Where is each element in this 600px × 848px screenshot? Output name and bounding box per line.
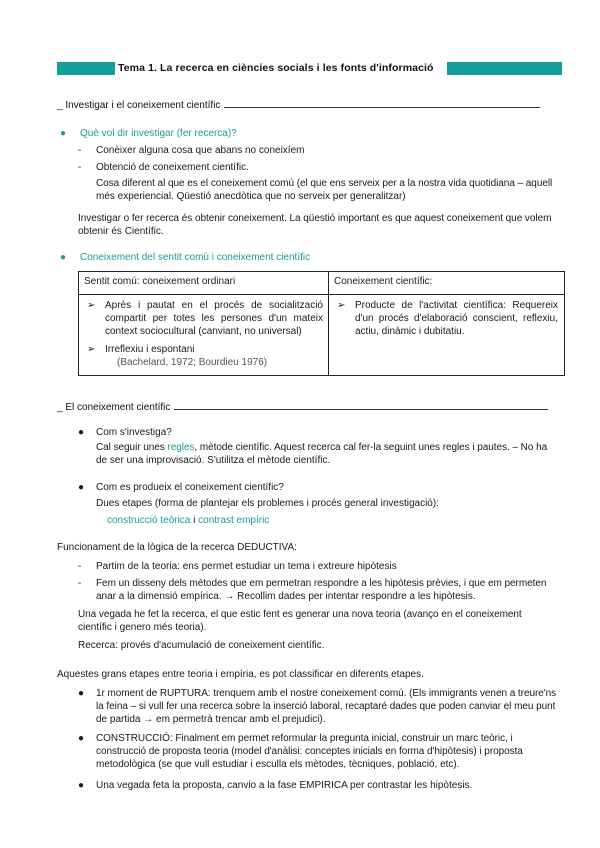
answer-line [96, 441, 547, 454]
construccio-teorica: construcció teòrica [107, 515, 191, 526]
arrow-bullet-icon: ➢ [87, 344, 96, 355]
bullet-marker [78, 687, 84, 700]
answer-line: Dues etapes (forma de plantejar els problemes i procés general investigació): [96, 498, 439, 509]
empirica-line: Una vegada feta la proposta, canvio a la fase EMPIRICA per contrastar les hipòtesis. [96, 780, 473, 791]
bullet-marker [78, 779, 84, 792]
construccio-line: CONSTRUCCIÓ: Finalment em permet reformular la pregunta inicial, construir un marc teòric, i [96, 733, 513, 744]
bullet-icon: ● [78, 688, 85, 699]
dash-item-obtencio: Obtenció de coneixement científic. [96, 162, 249, 173]
conjunction: i [190, 515, 199, 526]
dash-marker: - [78, 578, 82, 589]
question-com-sinvestiga: Com s'investiga? [96, 427, 172, 438]
construccio-line: construcció de proposta teoria (model d'anàlisi: conceptes inicials en forma d'hipòtesis) i proposta [96, 746, 523, 757]
table-header-row [79, 272, 565, 295]
list-item [87, 299, 323, 338]
question-item [60, 127, 66, 140]
dash-item-teoria: Partim de la teoria: ens permet estudiar un tema i extreure hipòtesis [96, 561, 397, 572]
ruptura-line: 1r moment de RUPTURA: trenquem amb el nostre coneixement comú. (Els immigrants venen a treure'ns [96, 688, 557, 699]
continuation-line: Cosa diferent al que es el coneixement comú (el que ens serveix per a la nostra vida quotidiana – aquell [96, 178, 553, 189]
etapes-intro: Aquestes grans etapes entre teoria i empíria, es pot classificar en diferents etapes. [57, 669, 424, 680]
etapes-line [107, 514, 269, 527]
list-item [87, 343, 323, 356]
bullet-icon: ● [60, 252, 67, 263]
bullet-icon: ● [78, 427, 85, 438]
contrast-empiric: contrast empíric [198, 515, 270, 526]
bullet-icon: ● [78, 780, 85, 791]
question-item [60, 251, 66, 264]
question-sentit-comu: Coneixement del sentit comú i coneixement científic [80, 252, 311, 263]
bullet-icon: ● [60, 128, 67, 139]
cell-text: Producte de l'activitat científica: Requereix d'un procés d'elaboració conscient, reflexiu, actiu, dinàmic i dubitatiu. [355, 300, 558, 337]
paragraph-line: Investigar o fer recerca és obtenir coneixement. La qüestió important es que aquest coneixement que volem [78, 213, 552, 224]
cell-text: Après i pautat en el procés de socialització compartit per totes les persones d'un mateix context sociocultural (canviant, no universal) [105, 300, 323, 337]
table-header-sentit-comu: Sentit comú: coneixement ordinari [79, 272, 329, 295]
ruptura-line: de partida → em permetrà trencar amb el prejudici). [96, 714, 326, 725]
question-what-is-research: Què vol dir investigar (fer recerca)? [80, 128, 237, 139]
arrow-bullet-icon: ➢ [337, 300, 346, 311]
continuation-line: més experiencial. Qüestió anecdòtica que no serveix per generalitzar) [96, 191, 406, 202]
title-bar-left-segment [57, 62, 115, 75]
regles-highlight: regles [167, 442, 195, 453]
answer-line: de ser una improvisació. S'utilitza el mètode científic. [96, 455, 331, 466]
cell-text: Irreflexiu i espontani [105, 344, 195, 355]
table-row [79, 295, 565, 376]
list-item [337, 299, 558, 338]
dash-item-conèixer: Conèixer alguna cosa que abans no coneixíem [96, 145, 305, 156]
ruptura-line: la feina – si vull fer una recerca sobre la inserció laboral, recaptaré dades que poden canviar el meu punt [96, 701, 556, 712]
table-cell-coneixement-cientific [329, 295, 565, 376]
bullet-marker [78, 426, 84, 439]
title-bar-right-segment [447, 62, 562, 75]
section-heading-text: _ El coneixement científic [57, 402, 171, 413]
arrow-bullet-icon: ➢ [87, 300, 96, 311]
construccio-line: metodològica (se que vull estudiar i esculla els mètodes, tècniques, població, etc). [96, 759, 460, 770]
paragraph-line: Recerca: provés d'acumulació de coneixement científic. [78, 640, 325, 651]
dash-item-disseny: Fem un disseny dels mètodes que em permetran respondre a les hipòtesis prèvies, i que em permeten [96, 578, 547, 589]
bullet-marker [78, 732, 84, 745]
question-com-es-produeix: Com es produeix el coneixement científic? [96, 482, 284, 493]
table-header-coneixement-cientific: Coneixement científic: [329, 272, 565, 295]
paragraph-line: Una vegada he fet la recerca, el que estic fent es generar una nova teoria (avanço en el coneixement [78, 609, 522, 620]
deductive-intro: Funcionament de la lògica de la recerca DEDUCTIVA: [57, 542, 297, 553]
bullet-marker [78, 481, 84, 494]
heading-underline [224, 107, 540, 108]
section-heading-text: _ Investigar i el coneixement científic [57, 100, 221, 111]
title-bar [57, 62, 562, 75]
document-title: Tema 1. La recerca en ciències socials i les fonts d'informació [118, 62, 434, 74]
citation: (Bachelard, 1972; Bourdieu 1976) [117, 357, 268, 368]
answer-text: Cal seguir unes [96, 442, 168, 453]
paragraph-line: científic i genero més teoria). [78, 622, 207, 633]
bullet-icon: ● [78, 733, 85, 744]
section-heading-investigar [57, 99, 540, 112]
dash-marker: - [78, 162, 82, 173]
dash-marker: - [78, 561, 82, 572]
paragraph-line: obtenir és Científic. [78, 226, 164, 237]
comparison-table [78, 271, 565, 376]
section-heading-coneixement [57, 401, 548, 414]
dash-marker: - [78, 145, 82, 156]
dash-item-continuation: anar a la dimensió empírica. → Recollim dades per intentar respondre a les hipòtesis. [96, 591, 476, 602]
table-cell-sentit-comu [79, 295, 329, 376]
answer-text: , mètode científic. Aquest recerca cal fer-la seguint unes regles i pautes. – No ha [194, 442, 548, 453]
bullet-icon: ● [78, 482, 85, 493]
heading-underline [174, 409, 548, 410]
